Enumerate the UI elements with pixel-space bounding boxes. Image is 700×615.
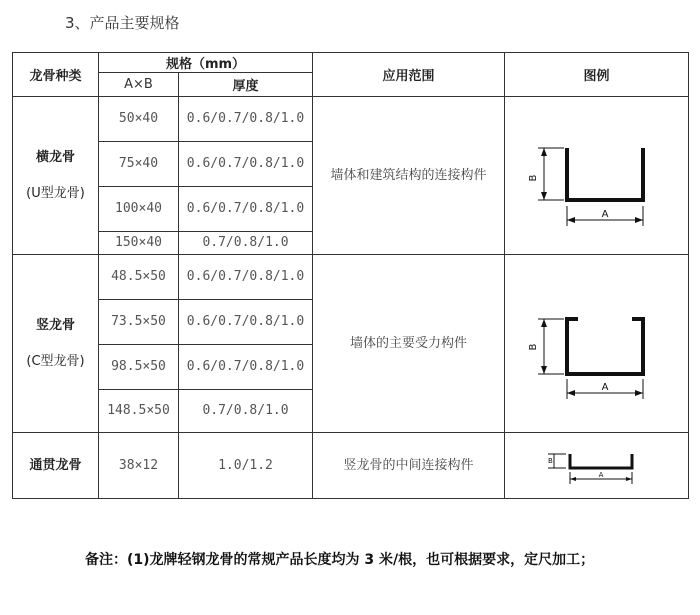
- application-cell: 墙体的主要受力构件: [313, 255, 505, 433]
- spec-table: [12, 52, 689, 499]
- category-name: 竖龙骨: [35, 317, 75, 333]
- remark-label: 备注：: [85, 552, 127, 568]
- thickness-cell: 0.6/0.7/0.8/1.0: [179, 255, 313, 300]
- c-channel-diagram-icon: [522, 289, 672, 399]
- ab-cell: 38×12: [99, 433, 179, 499]
- category-cell: [13, 433, 99, 499]
- thickness-cell: 0.6/0.7/0.8/1.0: [179, 300, 313, 345]
- thickness-cell: 0.7/0.8/1.0: [179, 232, 313, 255]
- dimension-label-a: A: [601, 208, 608, 220]
- header-application: 应用范围: [313, 53, 505, 97]
- header-thickness: 厚度: [179, 73, 313, 97]
- table-row: [13, 97, 689, 142]
- remark-text: (1)龙牌轻钢龙骨的常规产品长度均为 3 米/根，也可根据要求，定尺加工；: [127, 552, 595, 568]
- ab-cell: 98.5×50: [99, 345, 179, 390]
- dimension-label-b: B: [527, 174, 539, 181]
- category-cell: [13, 255, 99, 433]
- diagram-cell: [505, 433, 689, 499]
- header-ab: A×B: [99, 73, 179, 97]
- u-channel-diagram-icon: [522, 126, 672, 226]
- diagram-cell: [505, 97, 689, 255]
- category-name: 通贯龙骨: [29, 457, 82, 473]
- header-type: 龙骨种类: [13, 53, 99, 97]
- remark-note: [68, 544, 668, 577]
- ab-cell: 48.5×50: [99, 255, 179, 300]
- header-spec: 规格（mm）: [99, 53, 313, 73]
- ab-cell: 148.5×50: [99, 390, 179, 433]
- ab-cell: 100×40: [99, 187, 179, 232]
- dimension-label-b: B: [547, 456, 553, 465]
- table-row: [13, 433, 689, 499]
- thickness-cell: 0.6/0.7/0.8/1.0: [179, 97, 313, 142]
- category-subtitle: (U型龙骨): [26, 185, 85, 201]
- category-name: 横龙骨: [35, 149, 75, 165]
- ab-cell: 73.5×50: [99, 300, 179, 345]
- application-cell: 竖龙骨的中间连接构件: [313, 433, 505, 499]
- category-cell: [13, 97, 99, 255]
- diagram-cell: [505, 255, 689, 433]
- category-subtitle: (C型龙骨): [26, 353, 85, 369]
- ab-cell: 75×40: [99, 142, 179, 187]
- thickness-cell: 1.0/1.2: [179, 433, 313, 499]
- section-heading: 3、产品主要规格: [65, 14, 180, 32]
- through-channel-diagram-icon: [542, 446, 652, 486]
- dimension-label-b: B: [527, 343, 539, 350]
- application-cell: 墙体和建筑结构的连接构件: [313, 97, 505, 255]
- dimension-label-a: A: [598, 470, 603, 479]
- thickness-cell: 0.6/0.7/0.8/1.0: [179, 345, 313, 390]
- thickness-cell: 0.6/0.7/0.8/1.0: [179, 142, 313, 187]
- header-row: [13, 53, 689, 73]
- ab-cell: 150×40: [99, 232, 179, 255]
- header-diagram: 图例: [505, 53, 689, 97]
- thickness-cell: 0.7/0.8/1.0: [179, 390, 313, 433]
- table-row: [13, 255, 689, 300]
- thickness-cell: 0.6/0.7/0.8/1.0: [179, 187, 313, 232]
- dimension-label-a: A: [601, 381, 608, 393]
- ab-cell: 50×40: [99, 97, 179, 142]
